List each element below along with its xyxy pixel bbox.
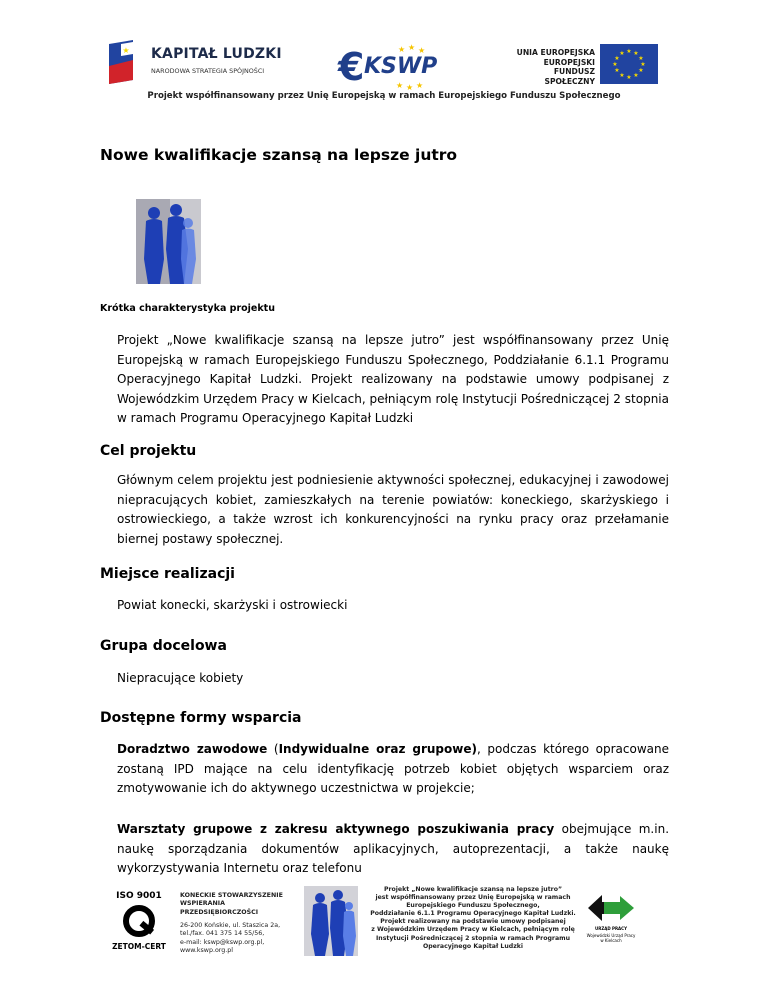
footer-project-line: Europejskiego Funduszu Społecznego, [406,902,540,910]
footer-organization [180,892,283,917]
svg-text:★: ★ [408,44,416,52]
svg-text:★: ★ [614,55,620,62]
svg-text:★: ★ [626,48,632,55]
svg-text:★: ★ [633,50,639,57]
svg-text:★: ★ [418,46,426,55]
svg-text:★: ★ [612,61,618,68]
goal-heading: Cel projektu [100,443,197,459]
footer-org-line: PRZEDSIĘBIORCZOŚCI [180,908,259,916]
svg-text:★: ★ [619,72,625,79]
footer-project-line: Projekt „Nowe kwalifikacje szansą na lepsze jutro” [383,886,563,893]
svg-text:★: ★ [633,72,639,79]
kswp-logo-text: KSWP [364,54,438,79]
kapital-ludzki-flag-icon [107,40,147,84]
svg-text:★: ★ [416,81,424,90]
support-form-workshops [117,820,669,879]
footer-project-note [368,886,578,951]
workshops-title: Warsztaty grupowe z zakresu aktywnego poszukiwania pracy [117,822,555,836]
kswp-logo [336,44,436,90]
document-title: Nowe kwalifikacje szansą na lepsze jutro [100,146,458,164]
short-description-heading: Krótka charakterystyka projektu [100,303,275,314]
svg-text:★: ★ [638,67,644,74]
goal-paragraph: Głównym celem projektu jest podniesienie aktywności społecznej, edukacyjnej i zawodowej niepracujących kobiet, zamieszkałych na terenie powiatów: koneckiego, skarżyskiego i ostrowieckiego, a także wzrost ich konkurencyjności na rynku pracy oraz przełamanie biernej postawy społecznej. [117,473,669,546]
footer-project-line: jest współfinansowany przez Unię Europejską w ramach [375,894,571,902]
svg-text:★: ★ [122,46,130,55]
footer-website: www.kswp.org.pl [180,946,234,954]
svg-text:★: ★ [638,55,644,62]
target-group-paragraph: Niepracujące kobiety [117,671,244,685]
kapital-ludzki-subtitle: NARODOWA STRATEGIA SPÓJNOŚCI [151,67,265,75]
footer-org-line: KONECKIE STOWARZYSZENIE [180,892,283,899]
labour-office-logo [586,893,636,943]
footer-address: 26-200 Końskie, ul. Staszica 2a, [180,922,281,929]
counseling-title: Doradztwo zawodowe [117,742,268,756]
iso-certificate-logo [108,887,170,957]
footer-org-line: WSPIERANIA [180,900,225,908]
workshops-description: obejmujące m.in. naukę sporządzania dokumentów aplikacyjnych, autoprezentacji, a także naukę wykorzystywania Internetu oraz telefonu [117,822,670,875]
eu-label [505,48,595,86]
footer-project-line: Poddziałanie 6.1.1 Programu Operacyjnego Kapitał Ludzki. [370,910,576,918]
support-form-counseling [117,740,669,799]
footer-project-line: z Wojewódzkim Urzędem Pracy w Kielcach, pełniącym rolę [371,926,575,934]
kapital-ludzki-logo [107,40,282,86]
counseling-type: Indywidualne oraz grupowe) [278,742,477,756]
svg-text:★: ★ [619,50,625,57]
target-group-heading: Grupa docelowa [100,638,227,654]
eu-flag-icon [600,44,658,84]
footer-phone: tel./fax. 041 375 14 55/56, [180,930,265,938]
iso-label: ISO 9001 [116,891,162,901]
counseling-paren: ( [267,742,279,756]
footer-project-line: Operacyjnego Kapitał Ludzki [422,942,524,950]
cofinancing-note: Projekt współfinansowany przez Unię Europejską w ramach Europejskiego Funduszu Społecznego [147,91,621,101]
footer-project-line: Projekt realizowany na podstawie umowy podpisanej [380,918,566,926]
svg-text:★: ★ [614,67,620,74]
footer-project-line: Instytucji Pośredniczącej 2 stopnia w ramach Programu [376,934,570,942]
intro-paragraph: Projekt „Nowe kwalifikacje szansą na lepsze jutro” jest współfinansowany przez Unię Europejską w ramach Europejskiego Funduszu Społecznego, Poddziałanie 6.1.1 Programu Operacyjnego Kapitał Ludzki. Projekt realizowany na podstawie umowy podpisanej z Wojewódzkim Urzędem Pracy w Kielcach, pełniącym rolę Instytucji Pośredniczącej 2 stopnia w ramach Programu Operacyjnego Kapitał Ludzki [117,333,669,425]
labour-office-label: URZĄD PRACY [595,926,627,931]
svg-text:★: ★ [398,45,406,54]
footer-contact [180,922,280,955]
footer-email: e-mail: kswp@kswp.org.pl, [180,938,265,946]
counseling-description: , podczas którego opracowane zostaną IPD mające na celu identyfikację potrzeb kobiet objętych wsparciem oraz zmotywowanie ich do aktywnego uczestnictwa w projekcie; [117,742,670,795]
women-silhouette-image [136,199,201,284]
footer-women-silhouette-image [304,886,358,956]
eu-label-line: UNIA EUROPEJSKA [516,48,595,57]
support-forms-heading: Dostępne formy wsparcia [100,710,302,726]
zetom-q-icon [122,904,156,938]
svg-text:★: ★ [626,74,632,81]
eu-label-line: EUROPEJSKI [543,57,595,67]
location-heading: Miejsce realizacji [100,566,235,582]
svg-text:€: € [338,45,365,89]
location-paragraph: Powiat konecki, skarżyski i ostrowiecki [117,598,348,612]
labour-office-arrow-icon [588,893,634,923]
eu-label-line: FUNDUSZ SPOŁECZNY [544,67,595,86]
svg-text:★: ★ [406,83,414,90]
svg-text:★: ★ [396,81,404,90]
zetom-label: ZETOM-CERT [112,942,166,951]
labour-office-subtitle: Wojewódzki Urząd Pracy w Kielcach [586,933,636,943]
svg-text:★: ★ [640,61,646,68]
kapital-ludzki-title: KAPITAŁ LUDZKI [151,46,282,62]
